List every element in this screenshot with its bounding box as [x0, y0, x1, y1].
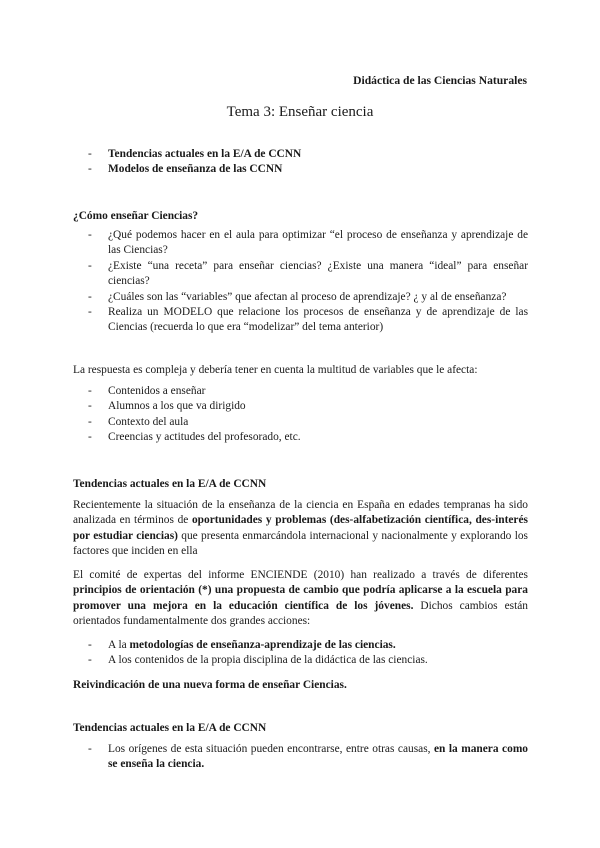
questions-list	[73, 228, 528, 336]
list-item: - ¿Cuáles son las “variables” que afectan al proceso de aprendizaje? ¿ y al de enseñanza?	[88, 290, 507, 303]
toc-item: - Modelos de enseñanza de las CCNN	[88, 163, 283, 176]
list-item: - ¿Existe “una receta” para enseñar ciencias? ¿Existe una manera “ideal” para enseñar ciencias?	[88, 259, 528, 288]
list-item: - Realiza un MODELO que relacione los procesos de enseñanza y de aprendizaje de las Ciencias (recuerda lo que era “modelizar” del tema anterior)	[88, 306, 528, 334]
course-header: Didáctica de las Ciencias Naturales	[353, 74, 527, 87]
toc-item: - Tendencias actuales en la E/A de CCNN	[88, 148, 302, 160]
toc-list	[73, 147, 528, 178]
origins-list	[73, 742, 528, 773]
variables-intro: La respuesta es compleja y debería tener en cuenta la multitud de variables que le afecta:	[73, 364, 478, 376]
variables-list	[73, 384, 528, 446]
list-item: - ¿Qué podemos hacer en el aula para optimizar “el proceso de enseñanza y aprendizaje de las Ciencias?	[88, 229, 528, 257]
list-item: - Contexto del aula	[88, 415, 189, 428]
list-item: - Creencias y actitudes del profesorado, etc.	[88, 431, 301, 444]
list-item: - A los contenidos de la propia disciplina de la didáctica de las ciencias.	[88, 654, 428, 667]
list-item: - Los orígenes de esta situación pueden encontrarse, entre otras causas, en la manera como se enseña la ciencia.	[88, 743, 528, 771]
section-heading-tendencias: Tendencias actuales en la E/A de CCNN	[73, 478, 267, 490]
actions-list	[73, 638, 528, 669]
closing-statement: Reivindicación de una nueva forma de enseñar Ciencias.	[73, 679, 347, 691]
page-title: Tema 3: Enseñar ciencia	[226, 104, 374, 120]
list-item: - Alumnos a los que va dirigido	[88, 400, 246, 413]
list-item: - A la metodologías de enseñanza-aprendizaje de las ciencias.	[88, 639, 396, 651]
section-heading-tendencias-2: Tendencias actuales en la E/A de CCNN	[73, 722, 267, 734]
section-heading-como-ensenar: ¿Cómo enseñar Ciencias?	[73, 210, 199, 222]
paragraph-enciende: El comité de expertas del informe ENCIENDE (2010) han realizado a través de diferentes principios de orientación (*) una propuesta de cambio que podría aplicarse a la escuela para promover una mejora en la educación científica de los jóvenes. Dichos cambios están orientados fundamentalmente dos grandes acciones:	[73, 569, 528, 628]
paragraph-situacion: Recientemente la situación de la enseñanza de la ciencia en España en edades tempranas ha sido analizada en términos de oportunidades y problemas (des-alfabetización científica, des-interés por estudiar ciencias) que presenta enmarcándola internacional y nacionalmente y explorando los factores que inciden en ella	[73, 499, 528, 558]
list-item: - Contenidos a enseñar	[88, 385, 206, 397]
